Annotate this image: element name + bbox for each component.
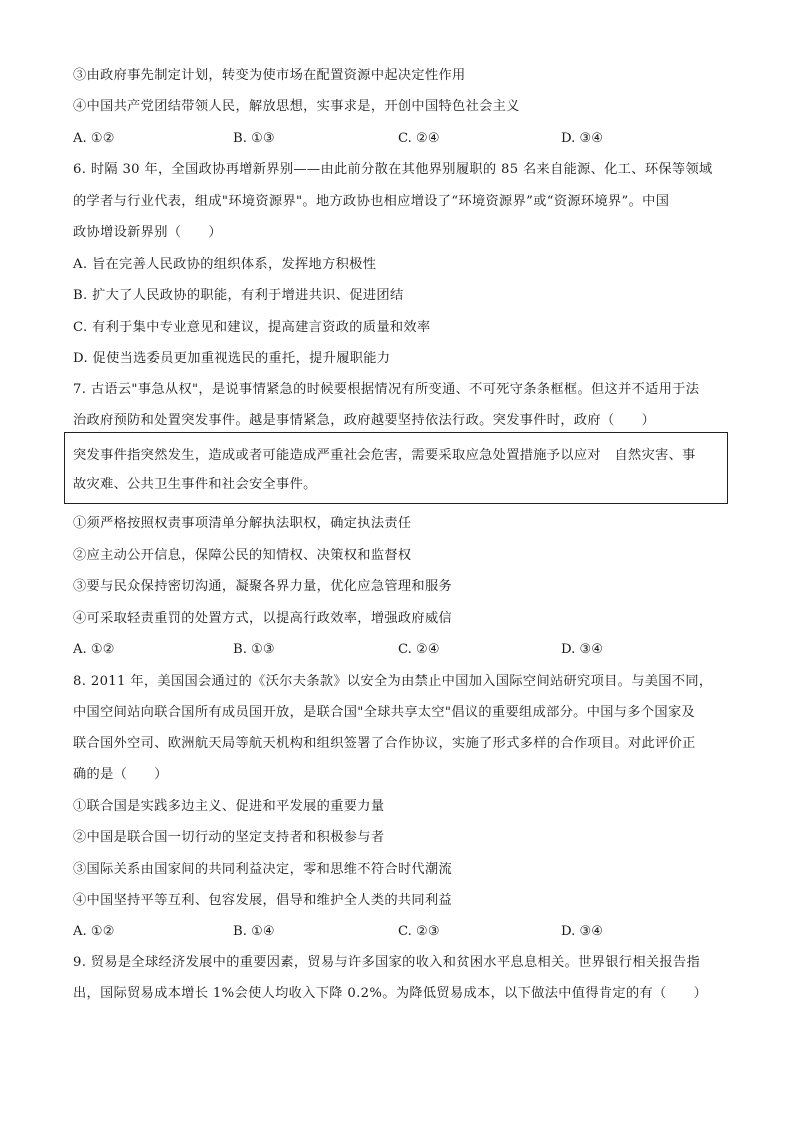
q7-box-line-1: 突发事件指突然发生，造成或者可能造成严重社会危害，需要采取应急处置措施予以应对 自然灾害、事 — [73, 448, 696, 463]
q7-option-d[interactable]: D. ③④ — [561, 642, 604, 657]
q7-item-3: ③要与民众保持密切沟通，凝聚各界力量，优化应急管理和服务 — [73, 579, 453, 594]
q8-stem-line-1: 8. 2011 年，美国国会通过的《沃尔夫条款》以安全为由禁止中国加入国际空间站研究项目。与美国不同， — [73, 674, 713, 689]
q8-item-3: ③国际关系由国家间的共同利益决定，零和思维不符合时代潮流 — [73, 862, 453, 877]
q7-stem-line-1: 7. 古语云"事急从权"，是说事情紧急的时候要根据情况有所变通、不可死守条条框框。但这并不适用于法 — [73, 382, 700, 397]
q6-stem-line-3: 政协增设新界别（ ） — [73, 225, 222, 240]
q7-options — [73, 640, 723, 660]
q5-option-c[interactable]: C. ②④ — [398, 131, 440, 146]
q7-stem-line-2: 治政府预防和处置突发事件。越是事情紧急，政府越要坚持依法行政。突发事件时，政府（ ） — [73, 413, 656, 428]
q8-options — [73, 922, 723, 942]
q8-option-a[interactable]: A. ①② — [73, 924, 115, 939]
q7-item-1: ①须严格按照权责事项清单分解执法职权，确定执法责任 — [73, 516, 412, 531]
q5-options — [73, 129, 723, 149]
q9-stem-line-2: 出，国际贸易成本增长 1%会使人均收入下降 0.2%。为降低贸易成本，以下做法中值得肯定的有（ ） — [73, 986, 708, 1001]
q6-stem-line-2: 的学者与行业代表，组成"环境资源界"。地方政协也相应增设了“环境资源界”或“资源环境界”。中国 — [73, 194, 670, 209]
q5-option-b[interactable]: B. ①③ — [233, 131, 275, 146]
q8-option-b[interactable]: B. ①④ — [233, 924, 275, 939]
q9-stem-line-1: 9. 贸易是全球经济发展中的重要因素，贸易与许多国家的收入和贫困水平息息相关。世界银行相关报告指 — [73, 955, 701, 970]
q5-option-d[interactable]: D. ③④ — [561, 131, 604, 146]
q8-stem-line-3: 联合国外空司、欧洲航天局等航天机构和组织签署了合作协议，实施了形式多样的合作项目。对此评价正 — [73, 736, 696, 751]
q6-option-a[interactable]: A. 旨在完善人民政协的组织体系，发挥地方积极性 — [73, 257, 377, 272]
q6-option-c[interactable]: C. 有利于集中专业意见和建议，提高建言资政的质量和效率 — [73, 320, 431, 335]
q7-item-4: ④可采取轻责重罚的处置方式，以提高行政效率，增强政府威信 — [73, 611, 453, 626]
q5-item-4: ④中国共产党团结带领人民，解放思想，实事求是，开创中国特色社会主义 — [73, 99, 520, 114]
q5-item-3: ③由政府事先制定计划，转变为使市场在配置资源中起决定性作用 — [73, 68, 466, 83]
q8-item-4: ④中国坚持平等互利、包容发展，倡导和维护全人类的共同利益 — [73, 893, 453, 908]
q8-stem-line-4: 确的是（ ） — [73, 767, 168, 782]
q8-stem-line-2: 中国空间站向联合国所有成员国开放，是联合国"全球共享太空"倡议的重要组成部分。中国与多个国家及 — [73, 705, 696, 720]
q7-option-a[interactable]: A. ①② — [73, 642, 115, 657]
q7-item-2: ②应主动公开信息，保障公民的知情权、决策权和监督权 — [73, 548, 412, 563]
q7-material-box — [64, 432, 728, 504]
q6-option-d[interactable]: D. 促使当选委员更加重视选民的重托，提升履职能力 — [73, 351, 391, 366]
q7-option-b[interactable]: B. ①③ — [233, 642, 275, 657]
q8-option-d[interactable]: D. ③④ — [561, 924, 604, 939]
q8-item-2: ②中国是联合国一切行动的坚定支持者和积极参与者 — [73, 830, 385, 845]
q7-option-c[interactable]: C. ②④ — [398, 642, 440, 657]
q8-option-c[interactable]: C. ②③ — [398, 924, 440, 939]
q6-stem-line-1: 6. 时隔 30 年，全国政协再增新界别——由此前分散在其他界别履职的 85 名来自能源、化工、环保等领域 — [73, 162, 713, 177]
q8-item-1: ①联合国是实践多边主义、促进和平发展的重要力量 — [73, 799, 385, 814]
q6-option-b[interactable]: B. 扩大了人民政协的职能，有利于增进共识、促进团结 — [73, 288, 404, 303]
q7-box-line-2: 故灾难、公共卫生事件和社会安全事件。 — [73, 477, 317, 492]
q5-option-a[interactable]: A. ①② — [73, 131, 115, 146]
